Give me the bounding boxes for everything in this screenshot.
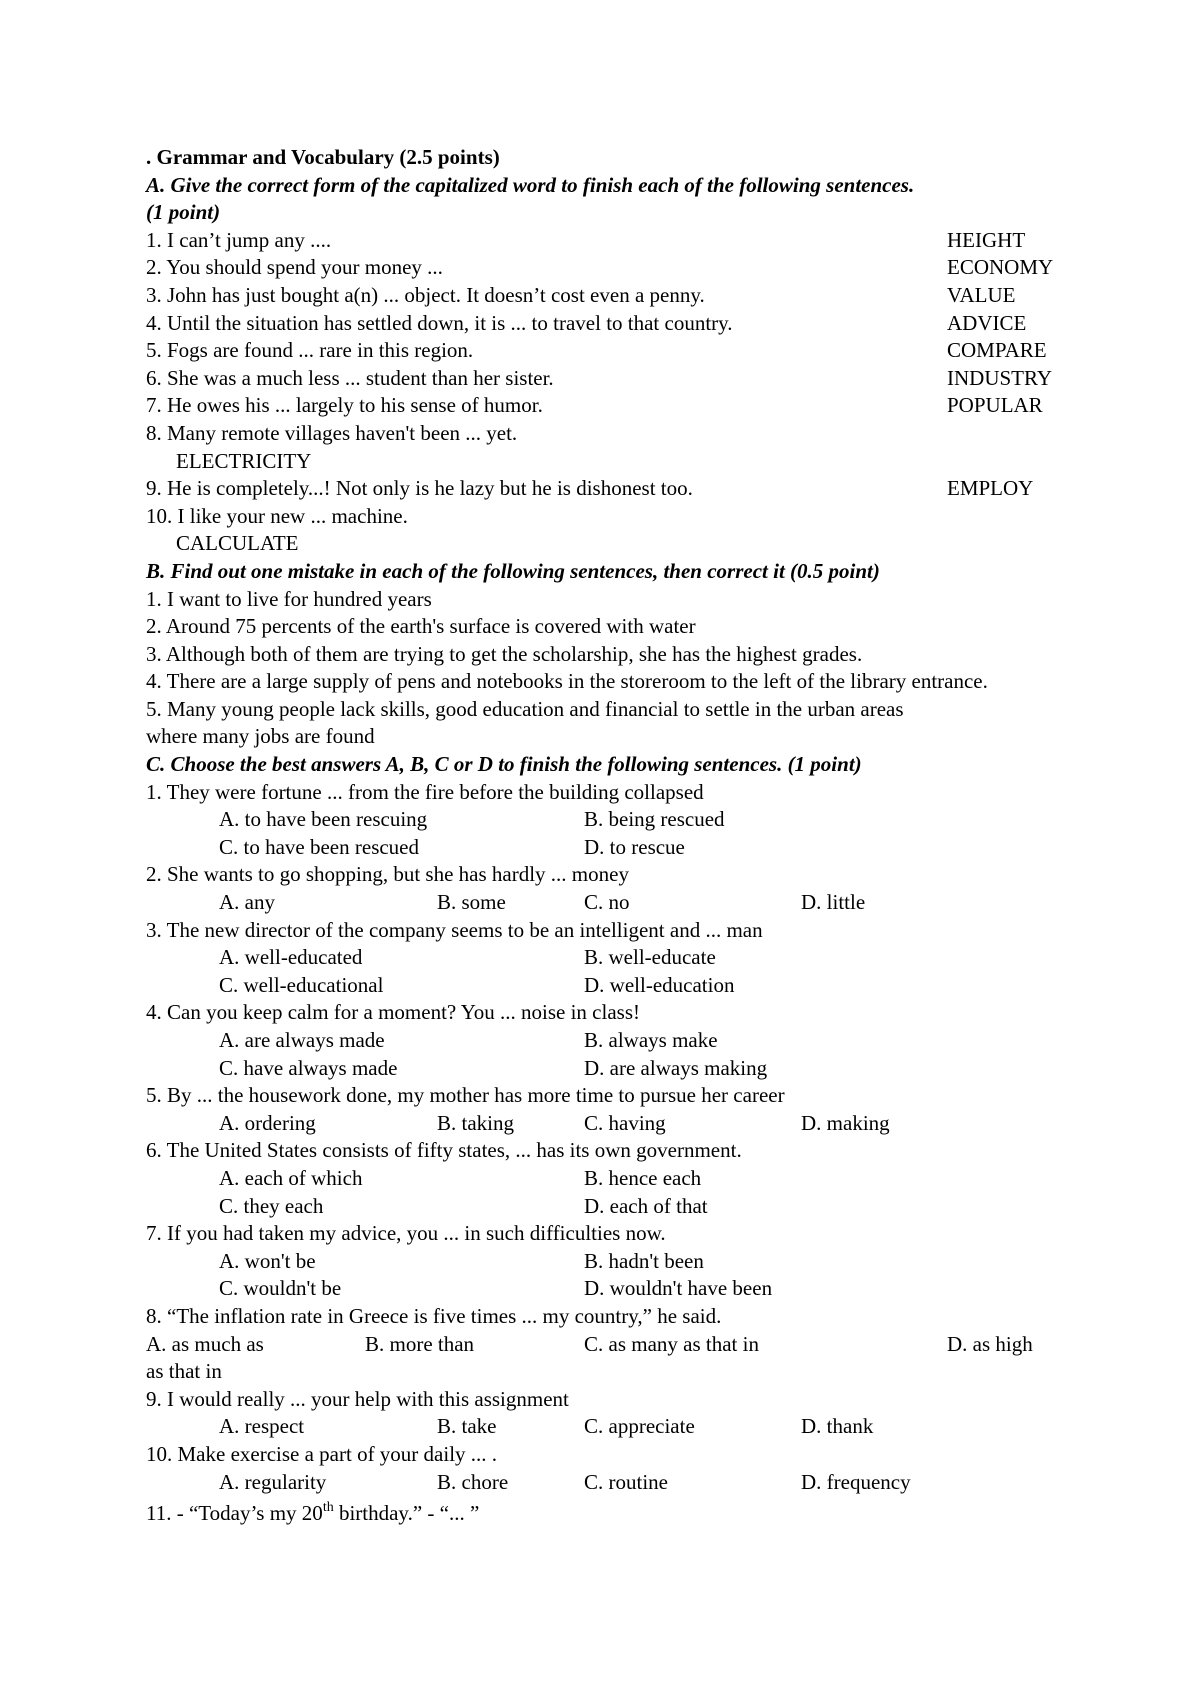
c-question-7: 7. If you had taken my advice, you ... in such difficulties now. — [146, 1221, 666, 1246]
a-item-word: EMPLOY — [947, 476, 1034, 501]
a-item-word-wrapped: ELECTRICITY — [176, 448, 312, 473]
c-options-row — [146, 1055, 1126, 1083]
option-c: C. as many as that in — [584, 1331, 759, 1356]
option-d: D. well-education — [584, 972, 735, 997]
a-item-6 — [146, 365, 1126, 393]
a-item-text: 2. You should spend your money ... — [146, 255, 443, 280]
option-b: B. being rescued — [584, 807, 725, 832]
option-b: B. hadn't been — [584, 1248, 704, 1273]
b-item: 3. Although both of them are trying to get the scholarship, she has the highest grades. — [146, 641, 863, 666]
option-a: A. ordering — [219, 1110, 316, 1135]
a-item-text: 9. He is completely...! Not only is he lazy but he is dishonest too. — [146, 476, 693, 501]
c-options-row — [146, 1469, 1126, 1497]
a-item-text: 7. He owes his ... largely to his sense of humor. — [146, 393, 543, 418]
option-b: B. some — [437, 890, 506, 915]
option-b: B. always make — [584, 1028, 718, 1052]
a-item-text: 8. Many remote villages haven't been ... yet. — [146, 420, 518, 445]
b-item: 2. Around 75 percents of the earth's surface is covered with water — [146, 614, 696, 639]
option-a: A. well-educated — [219, 945, 363, 970]
a-item-7 — [146, 392, 1126, 420]
option-b: B. take — [437, 1414, 497, 1439]
c-options-row — [146, 834, 1126, 862]
section-b-instruction: B. Find out one mistake in each of the following sentences, then correct it (0.5 point) — [146, 558, 880, 583]
option-d: D. making — [801, 1110, 890, 1135]
a-item-text: 3. John has just bought a(n) ... object. It doesn’t cost even a penny. — [146, 282, 705, 307]
option-d: D. wouldn't have been — [584, 1276, 773, 1301]
option-c: C. having — [584, 1110, 666, 1135]
c-question-9: 9. I would really ... your help with this assignment — [146, 1386, 569, 1411]
a-item-text: 6. She was a much less ... student than her sister. — [146, 365, 554, 390]
option-d: D. little — [801, 890, 866, 915]
c-question-4: 4. Can you keep calm for a moment? You ... noise in class! — [146, 1000, 640, 1025]
option-a: A. as much as — [146, 1331, 264, 1356]
b-item: 5. Many young people lack skills, good education and financial to settle in the urban areas — [146, 696, 904, 721]
exam-page — [146, 144, 1126, 1528]
option-a: A. are always made — [219, 1028, 385, 1052]
option-a: A. any — [219, 890, 275, 915]
option-c: C. well-educational — [219, 972, 384, 997]
b-item-continuation: where many jobs are found — [146, 724, 375, 749]
option-d: D. as high — [947, 1331, 1033, 1356]
a-item-2 — [146, 254, 1126, 282]
a-item-word: POPULAR — [947, 393, 1043, 418]
a-item-10 — [146, 503, 1126, 531]
q11-text-start: 11. - “Today’s my 20 — [146, 1501, 323, 1526]
c-question-1: 1. They were fortune ... from the fire before the building collapsed — [146, 779, 704, 804]
section-a-instruction: A. Give the correct form of the capitalized word to finish each of the following sentences. — [146, 172, 915, 197]
c-question-3: 3. The new director of the company seems to be an intelligent and ... man — [146, 917, 763, 942]
a-item-5 — [146, 337, 1126, 365]
a-item-text: 10. I like your new ... machine. — [146, 503, 408, 528]
option-a: A. to have been rescuing — [219, 807, 428, 832]
c-question-2: 2. She wants to go shopping, but she has hardly ... money — [146, 862, 629, 887]
option-c: C. they each — [219, 1193, 324, 1218]
section-a-points: (1 point) — [146, 200, 221, 225]
a-item-text: 4. Until the situation has settled down, it is ... to travel to that country. — [146, 310, 733, 335]
a-item-text: 5. Fogs are found ... rare in this region. — [146, 338, 474, 363]
a-item-1 — [146, 227, 1126, 255]
option-a: A. regularity — [219, 1469, 327, 1494]
section-heading: . Grammar and Vocabulary (2.5 points) — [146, 145, 500, 169]
q11-ordinal-suffix: th — [322, 1500, 334, 1516]
c-options-row — [146, 1413, 1126, 1441]
q11-text-end: birthday.” - “... ” — [333, 1501, 480, 1526]
option-b: B. well-educate — [584, 945, 716, 970]
c-question-11 — [146, 1500, 1126, 1528]
c-options-row — [146, 1165, 1126, 1193]
option-d: D. each of that — [584, 1193, 708, 1218]
option-d: D. to rescue — [584, 834, 685, 859]
option-c: C. appreciate — [584, 1414, 695, 1439]
option-a: A. each of which — [219, 1165, 363, 1190]
option-c: C. wouldn't be — [219, 1276, 342, 1301]
c-question-8: 8. “The inflation rate in Greece is five times ... my country,” he said. — [146, 1303, 722, 1328]
a-item-8 — [146, 420, 1126, 448]
option-c: C. no — [584, 890, 630, 915]
a-item-4 — [146, 310, 1126, 338]
c-options-row — [146, 1193, 1126, 1221]
b-item: 4. There are a large supply of pens and notebooks in the storeroom to the left of the library entrance. — [146, 669, 988, 694]
a-item-word: ADVICE — [947, 310, 1027, 335]
c-options-row — [146, 889, 1126, 917]
c-options-row — [146, 1275, 1126, 1303]
c-options-row — [146, 1027, 1126, 1055]
option-a: A. won't be — [219, 1248, 316, 1273]
a-item-word: VALUE — [947, 282, 1016, 307]
option-b: B. hence each — [584, 1165, 702, 1190]
option-d: D. are always making — [584, 1055, 768, 1080]
a-item-word: INDUSTRY — [947, 365, 1053, 390]
c-options-row — [146, 1248, 1126, 1276]
option-b: B. taking — [437, 1110, 514, 1135]
option-c: C. have always made — [219, 1055, 398, 1080]
c-question-6: 6. The United States consists of fifty states, ... has its own government. — [146, 1138, 742, 1163]
a-item-word: ECONOMY — [947, 255, 1054, 280]
a-item-3 — [146, 282, 1126, 310]
c-options-row — [146, 1331, 1126, 1359]
option-b: B. more than — [365, 1331, 475, 1356]
option-c: C. routine — [584, 1469, 668, 1494]
a-item-word-wrapped: CALCULATE — [176, 531, 299, 556]
a-item-9 — [146, 475, 1126, 503]
c-options-row — [146, 972, 1126, 1000]
option-d-continuation: as that in — [146, 1359, 222, 1384]
option-d: D. frequency — [801, 1469, 911, 1494]
c-options-row — [146, 806, 1126, 834]
c-options-row — [146, 944, 1126, 972]
c-question-5: 5. By ... the housework done, my mother has more time to pursue her career — [146, 1083, 785, 1108]
c-question-10: 10. Make exercise a part of your daily ... . — [146, 1441, 498, 1466]
section-c-instruction: C. Choose the best answers A, B, C or D to finish the following sentences. (1 point) — [146, 752, 862, 777]
option-c: C. to have been rescued — [219, 834, 420, 859]
a-item-word: HEIGHT — [947, 227, 1026, 252]
c-options-row — [146, 1110, 1126, 1138]
a-item-text: 1. I can’t jump any .... — [146, 227, 332, 252]
option-b: B. chore — [437, 1469, 509, 1494]
b-item: 1. I want to live for hundred years — [146, 586, 432, 611]
option-a: A. respect — [219, 1414, 305, 1439]
option-d: D. thank — [801, 1414, 874, 1439]
a-item-word: COMPARE — [947, 338, 1047, 363]
